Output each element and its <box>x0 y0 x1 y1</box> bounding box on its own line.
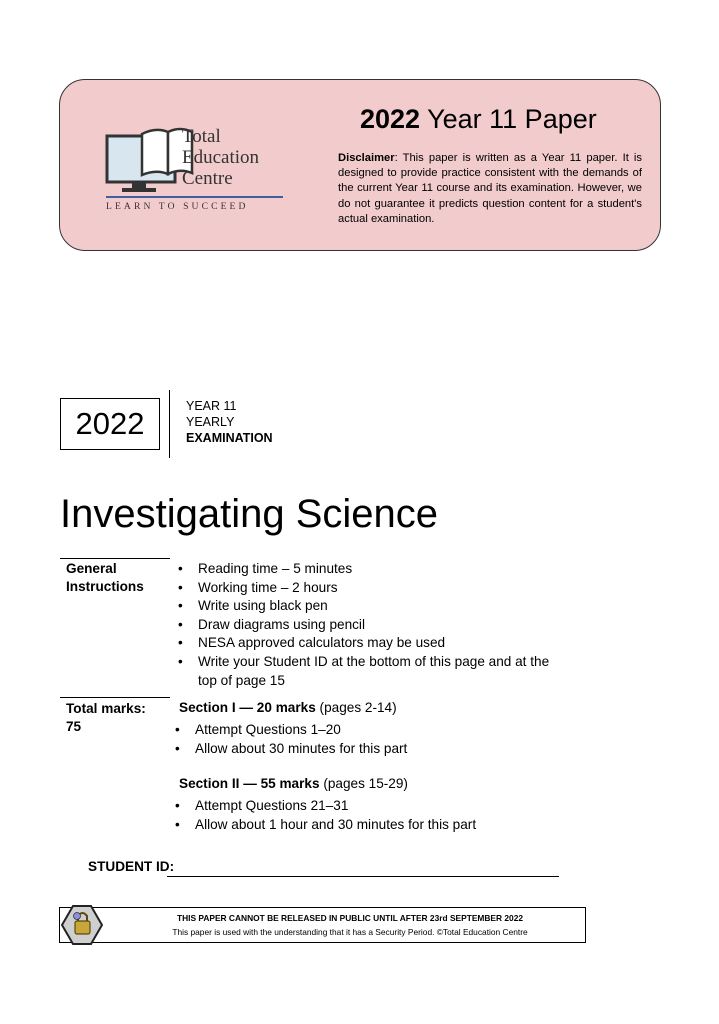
list-item: • Write using black pen <box>175 597 565 616</box>
total-marks-value: 75 <box>66 719 82 734</box>
total-marks-label: Total marks: <box>66 701 146 716</box>
general-instructions-label <box>66 560 144 596</box>
security-notice-line-2: This paper is used with the understanding that it has a Security Period. ©Total Education Centre <box>172 927 528 937</box>
list-item: • Attempt Questions 1–20 <box>172 721 562 740</box>
section-2-pages: (pages 15-29) <box>323 776 408 791</box>
paper-label: Year 11 Paper <box>427 104 597 134</box>
list-item: • Allow about 30 minutes for this part <box>172 740 562 759</box>
student-id-field[interactable] <box>167 876 559 877</box>
list-item: • Reading time – 5 minutes <box>175 560 565 579</box>
logo-line-3: Centre <box>182 168 233 189</box>
security-notice-line-1: THIS PAPER CANNOT BE RELEASED IN PUBLIC UNTIL AFTER 23rd SEPTEMBER 2022 <box>176 913 524 923</box>
list-item: • Write your Student ID at the bottom of this page and at the top of page 15 <box>175 653 558 690</box>
paper-year: 2022 <box>360 104 421 134</box>
list-item: • Working time – 2 hours <box>175 579 565 598</box>
exam-type-line-3: EXAMINATION <box>186 431 273 445</box>
exam-type-line-1: YEAR 11 <box>186 399 237 413</box>
section-1-pages: (pages 2-14) <box>319 700 397 715</box>
exam-year-box: 2022 <box>60 398 160 450</box>
student-id-label: STUDENT ID: <box>88 859 175 874</box>
general-instructions-list <box>175 560 565 690</box>
section-2-heading <box>179 776 408 791</box>
logo-line-2: Education <box>182 147 260 168</box>
general-label-line-2: Instructions <box>66 579 144 594</box>
section-1-heading <box>179 700 397 715</box>
disclaimer <box>338 151 642 227</box>
list-item: • Attempt Questions 21–31 <box>172 797 562 816</box>
section-2-title: Section II — 55 marks <box>179 776 320 791</box>
section-2-list <box>172 797 562 834</box>
general-label-line-1: General <box>66 561 117 576</box>
security-lock-icon <box>61 904 103 946</box>
disclaimer-label: Disclaimer <box>338 152 395 164</box>
list-item: • Draw diagrams using pencil <box>175 616 565 635</box>
logo-tagline: LEARN TO SUCCEED <box>106 201 249 212</box>
disclaimer-text: : This paper is written as a Year 11 paper. It is designed to provide practice consistent with the demands of the current Year 11 course and its examination. However, we do not guarantee it predicts question content for a student's actual examination. <box>338 152 642 225</box>
rule-marks <box>60 697 170 698</box>
paper-title <box>360 104 597 135</box>
rule-general <box>60 558 170 559</box>
logo-rule <box>106 196 283 198</box>
exam-type-line-2: YEARLY <box>186 415 235 429</box>
section-1-title: Section I — 20 marks <box>179 700 316 715</box>
logo-text <box>182 126 259 189</box>
exam-type <box>186 398 273 446</box>
divider-vertical <box>169 390 170 458</box>
subject-title: Investigating Science <box>60 492 439 536</box>
total-marks <box>66 700 146 736</box>
section-1-list <box>172 721 562 758</box>
list-item: • Allow about 1 hour and 30 minutes for this part <box>172 816 562 835</box>
list-item: • NESA approved calculators may be used <box>175 634 565 653</box>
logo-line-1: Total <box>182 126 221 147</box>
